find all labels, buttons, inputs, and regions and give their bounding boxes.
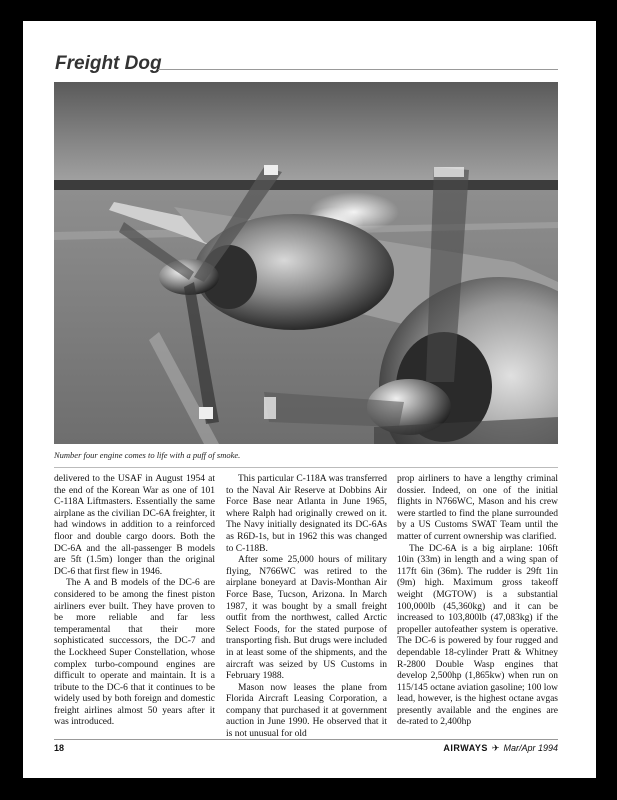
text-column-2: [226, 474, 387, 741]
paragraph: Mason now leases the plane from Florida Aircraft Leasing Corporation, a company that purchased it at government auction in June 1990. He observed that it is not unusual for old: [226, 682, 387, 740]
paragraph: After some 25,000 hours of military flying, N766WC was retired to the airplane boneyard at Davis-Monthan Air Force Base, Tucson, Arizona. In March 1987, it was bought by a small freight outfit from the northwest, called Arctic Select Foods, for the stated purpose of transporting fish. But drugs were included in at least some of the shipments, and the aircraft was seized by US Customs in February 1988.: [226, 555, 387, 682]
caption-rule: [54, 467, 558, 468]
propeller-engine-photo: [54, 82, 558, 444]
text-column-3: [397, 474, 558, 729]
photo: [54, 82, 558, 444]
paragraph: delivered to the USAF in August 1954 at the end of the Korean War as one of 101 C-118A Liftmasters. Essentially the same airplane as the civilian DC-6A freighter, it had windows in addition to a reinforced floor and double cargo doors. Both the DC-6A and the all-passenger B models are 5ft (1.5m) longer than the original DC-6 that first flew in 1946.: [54, 474, 215, 577]
magazine-page: [23, 21, 596, 778]
paragraph: The DC-6A is a big airplane: 106ft 10in (33m) in length and a wing span of 117ft 6in (36m). The rudder is 29ft 1in (9m) high. Maximum gross takeoff weight (MGTOW) is a substantial 100,000lb (45,360kg) and it can be increased to 103,800lb (47,083kg) if the propeller autofeather system is operative. The DC-6 is powered by four rugged and dependable 18-cylinder Pratt & Whitney R-2800 Double Wasp engines that develop 2,500hp (1,865kw) when run on 115/145 octane aviation gasoline; 100 low lead, however, is the highest octane avgas presently available and the engines are de-rated to 2,400hp: [397, 543, 558, 728]
magazine-name: AIRWAYS: [443, 743, 488, 753]
text-column-1: [54, 474, 215, 729]
page-number: 18: [54, 743, 65, 753]
article-header: [55, 53, 558, 77]
footer-magazine-info: [443, 743, 558, 754]
article-title: Freight Dog: [55, 53, 162, 74]
paragraph: prop airliners to have a lengthy criminal dossier. Indeed, on one of the initial flights in N766WC, Mason and his crew were startled to find the plane surrounded by a US Customs SWAT Team until the matter of current ownership was clarified.: [397, 474, 558, 542]
title-rule: [158, 69, 558, 70]
photo-caption: Number four engine comes to life with a puff of smoke.: [54, 450, 241, 460]
paragraph: The A and B models of the DC-6 are considered to be among the finest piston airliners ever built. They have proven to be more reliable and far less temperamental that their more sophisticated successors, the DC-7 and the Lockheed Super Constellation, whose complex turbo-compound engines are difficult to operate and maintain. It is a tribute to the DC-6 that it continues to be widely used by both foreign and domestic freight airlines almost 50 years after it was introduced.: [54, 578, 215, 728]
footer-rule: [54, 739, 558, 740]
issue-date: Mar/Apr 1994: [503, 743, 558, 753]
paragraph: This particular C-118A was transferred to the Naval Air Reserve at Dobbins Air Force Base near Atlanta in June 1965, where Ralph had originally crewed on it. The Navy initially designated its DC-6As as R6D-1s, but in 1962 this was changed to C-118B.: [226, 474, 387, 554]
airplane-icon: ✈: [491, 743, 500, 753]
